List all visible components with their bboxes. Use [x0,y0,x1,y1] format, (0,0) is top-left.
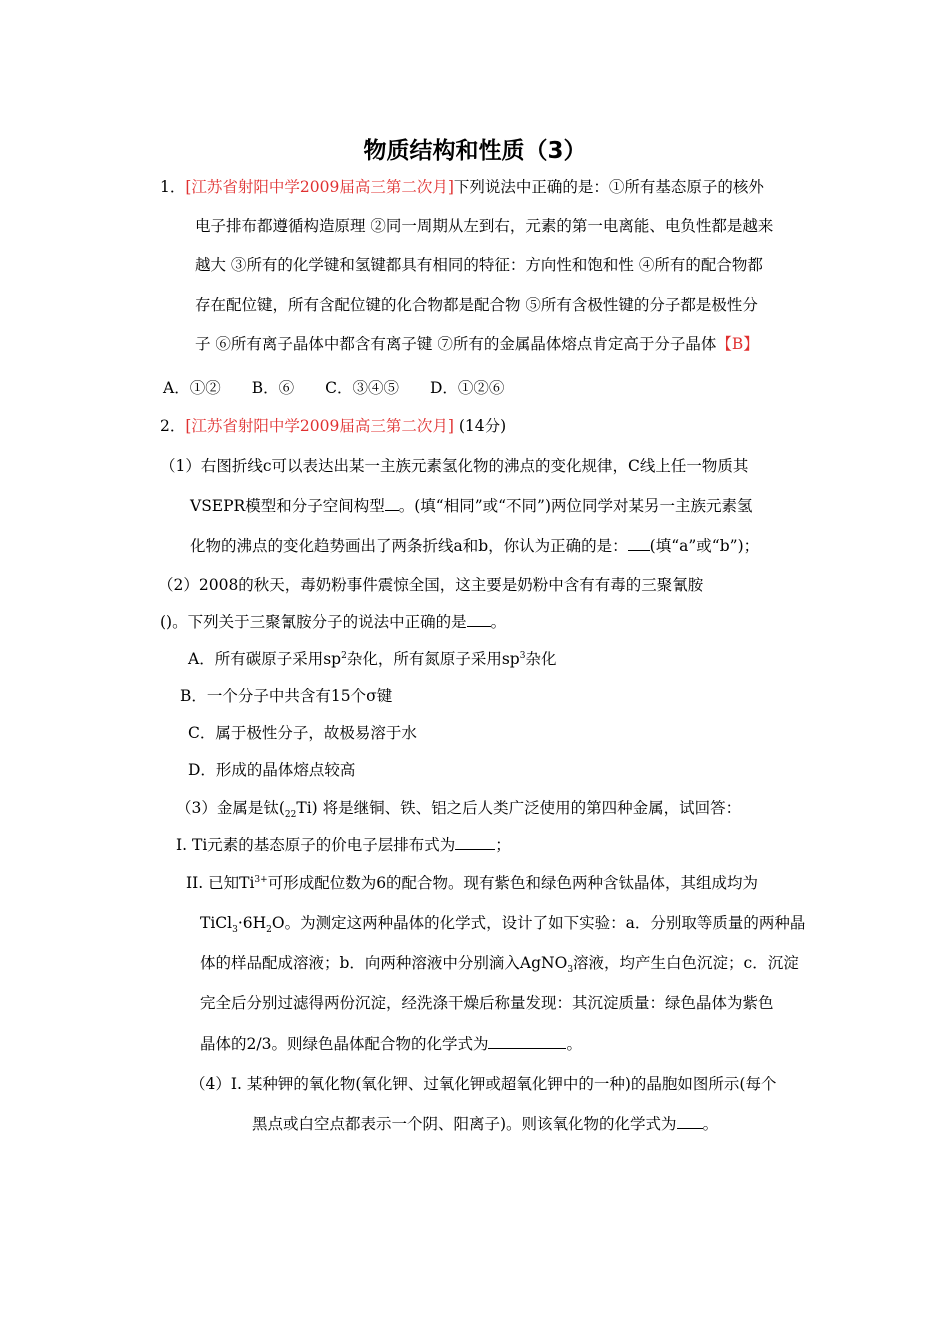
q2-option-b: B．一个分子中共含有15个σ键 [180,687,393,705]
q2-part4-line-1: （4）I. 某种钾的氧化物(氧化钾、过氧化钾或超氧化钾中的一种)的晶胞如图所示(每个 [190,1075,777,1093]
q2-part2-line-1: （2）2008的秋天，毒奶粉事件震惊全国，这主要是奶粉中含有有毒的三聚氰胺 [158,576,704,594]
q2-points: (14分) [453,417,507,435]
answer-blank[interactable] [628,536,650,551]
q2-part2-line-2: ()。下列关于三聚氰胺分子的说法中正确的是 。 [160,613,507,631]
q1-number: 1． [160,178,186,196]
q2-number: 2． [160,417,186,435]
q1-answer: 【B】 [716,335,759,353]
q2-part3-item-ii-line-1: II. 已知$Ti^{3+}$可形成配位数为6的配合物。现有紫色和绿色两种含钛晶体，其组成均为 [186,874,759,892]
q2-part1-line-3: 化物的沸点的变化趋势画出了两条折线a和b，你认为正确的是： (填“a”或“b”)； [190,537,760,555]
q2-part3-intro: （3）金属是钛$(_{22}Ti)$ 将是继铜、铁、铝之后人类广泛使用的第四种金属，试回答： [176,799,742,821]
q2-part3-item-ii-line-4: 完全后分别过滤得两份沉淀，经洗涤干燥后称量发现：其沉淀质量：绿色晶体为紫色 [200,994,774,1012]
q2-option-a: A．所有碳原子采用$sp^2$杂化，所有氮原子采用$sp^3$杂化 [188,650,557,668]
answer-blank[interactable] [677,1114,703,1129]
answer-blank[interactable] [488,1034,566,1049]
q2-source: [江苏省射阳中学2009届高三第二次月] [185,417,454,435]
answer-blank[interactable] [467,612,491,627]
answer-blank[interactable] [455,835,495,850]
q2-option-d: D．形成的晶体熔点较高 [188,761,356,779]
q2-header [160,416,506,436]
q1-source: [江苏省射阳中学2009届高三第二次月] [185,178,454,196]
q1-line-4: 存在配位键，所有含配位键的化合物都是配合物 ⑤所有含极性键的分子都是极性分 [195,296,758,314]
q2-part1-line-2: VSEPR模型和分子空间构型 。(填“相同”或“不同”)两位同学对某另一主族元素氢 [190,497,753,515]
q1-line-3: 越大 ③所有的化学键和氢键都具有相同的特征：方向性和饱和性 ④所有的配合物都 [195,256,763,274]
q2-part3-item-ii-line-5: 晶体的2/3。则绿色晶体配合物的化学式为 。 [200,1035,582,1053]
q1-line-1: 1．[江苏省射阳中学2009届高三第二次月]下列说法中正确的是：①所有基态原子的核外 [160,178,764,196]
q2-part4-line-2: 黑点或白空点都表示一个阴、阳离子)。则该氧化物的化学式为 。 [252,1115,719,1133]
q2-part3-item-ii-line-2: $TiCl_3\cdot 6H_2O$。为测定这两种晶体的化学式，设计了如下实验：a．分别取等质量的两种晶 [200,914,806,936]
q2-option-c: C．属于极性分子，故极易溶于水 [188,724,417,742]
q1-line-5: 子 ⑥所有离子晶体中都含有离子键 ⑦所有的金属晶体熔点肯定高于分子晶体【B】 [195,335,759,353]
page-title: 物质结构和性质（3） [363,138,587,164]
q1-line-2: 电子排布都遵循构造原理 ②同一周期从左到右，元素的第一电离能、电负性都是越来 [195,217,774,235]
q2-part1-line-1: （1）右图折线c可以表达出某一主族元素氢化物的沸点的变化规律，C线上任一物质其 [160,457,749,475]
q2-part3-item-i: I. Ti元素的基态原子的价电子层排布式为 ； [176,836,511,854]
answer-blank[interactable] [385,496,399,511]
q2-part3-item-ii-line-3: 体的样品配成溶液；b．向两种溶液中分别滴入AgNO$_3$溶液，均产生白色沉淀；c．沉淀 [200,954,799,976]
q1-options: A．①② B．⑥ C．③④⑤ D．①②⑥ [163,379,505,397]
